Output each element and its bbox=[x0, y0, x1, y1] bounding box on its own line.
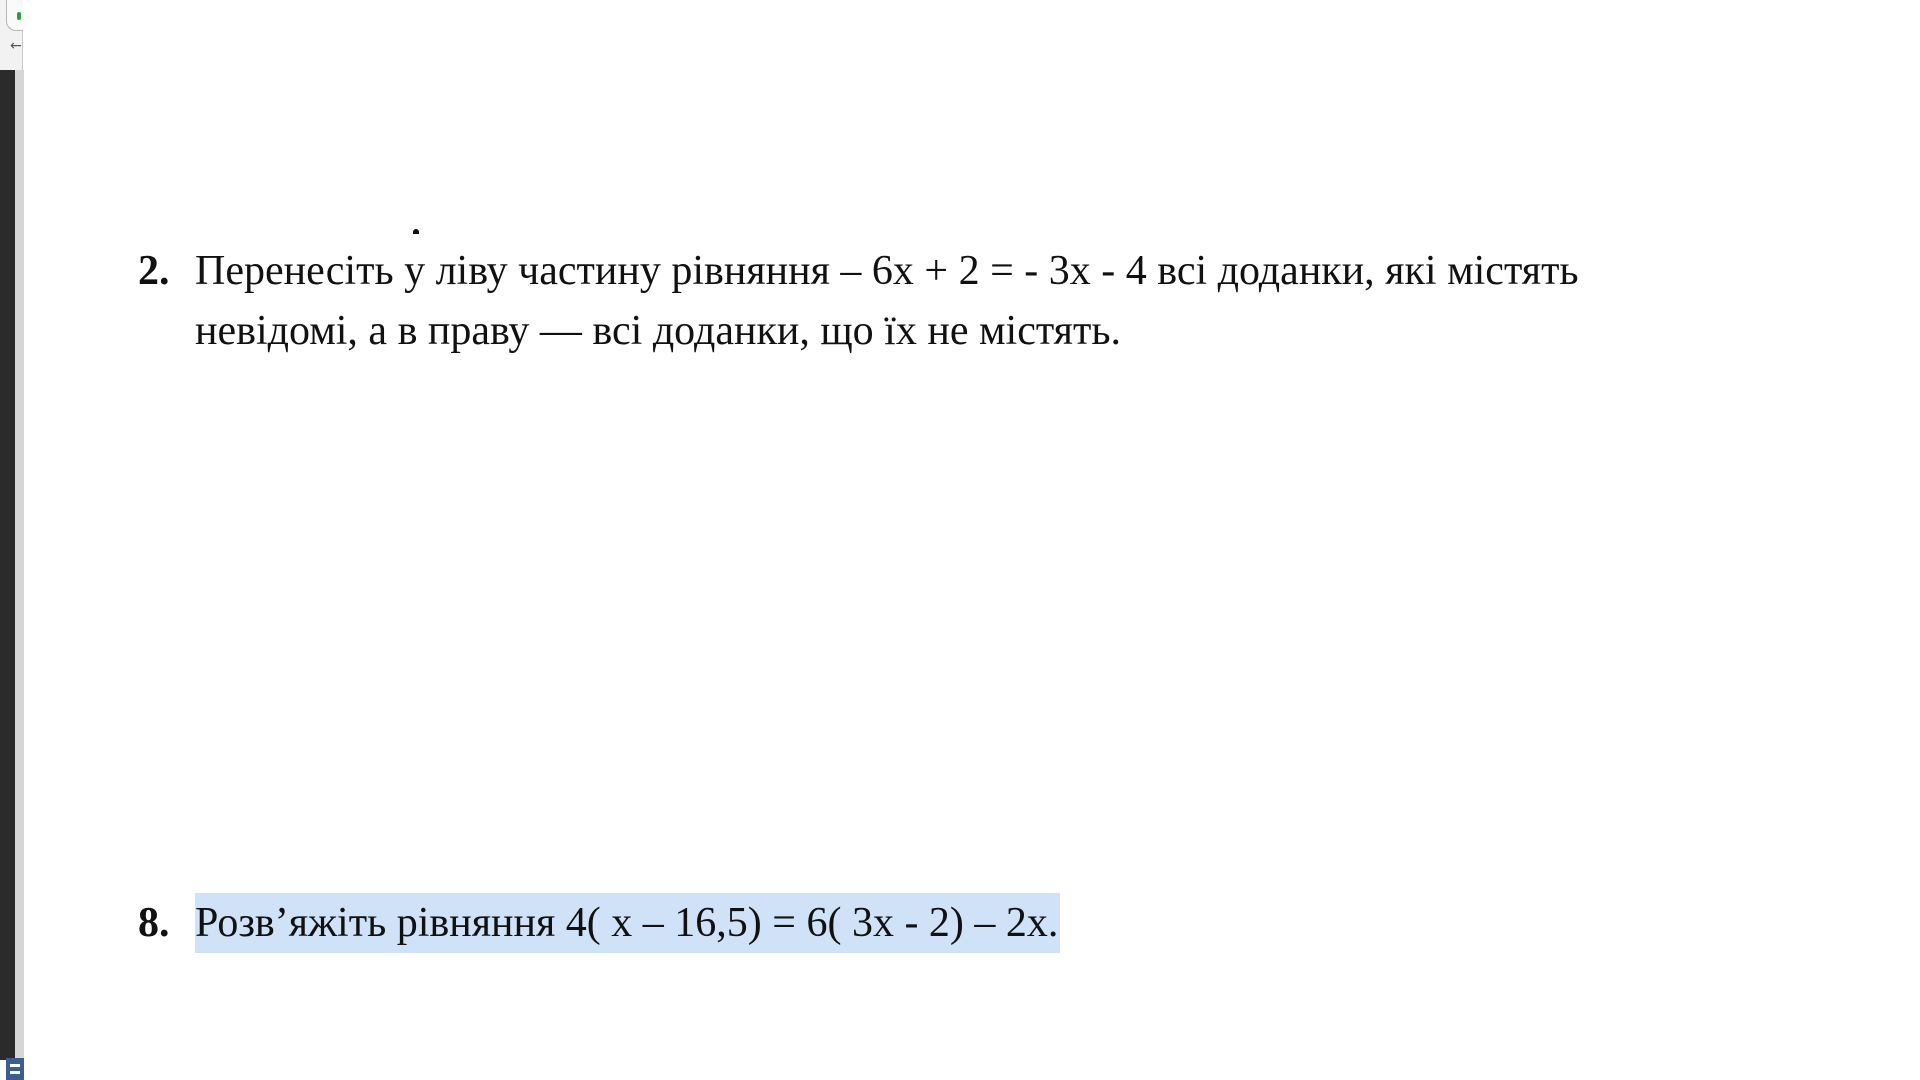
stray-mark bbox=[413, 229, 419, 234]
task-text bbox=[195, 241, 1579, 361]
task-text-line-2: невідомі, а в праву — всі доданки, що їх не містять. bbox=[195, 308, 1121, 354]
taskbar-icon[interactable] bbox=[6, 1058, 24, 1080]
task-number: 8. bbox=[138, 900, 170, 946]
task-number: 2. bbox=[138, 248, 170, 294]
tab-status-icon bbox=[17, 12, 21, 20]
left-window-edge bbox=[0, 70, 15, 1060]
selected-task-text[interactable]: Розв’яжіть рівняння 4( x – 16,5) = 6( 3x - 2) – 2x. bbox=[195, 893, 1060, 953]
browser-tab-fragment[interactable] bbox=[0, 0, 23, 71]
left-window-shadow bbox=[15, 70, 24, 1060]
task-text-line-1: Перенесіть у ліву частину рівняння – 6x + 2 = - 3x - 4 всі доданки, які містять bbox=[195, 248, 1579, 294]
back-arrow-icon[interactable]: ← bbox=[10, 38, 22, 54]
